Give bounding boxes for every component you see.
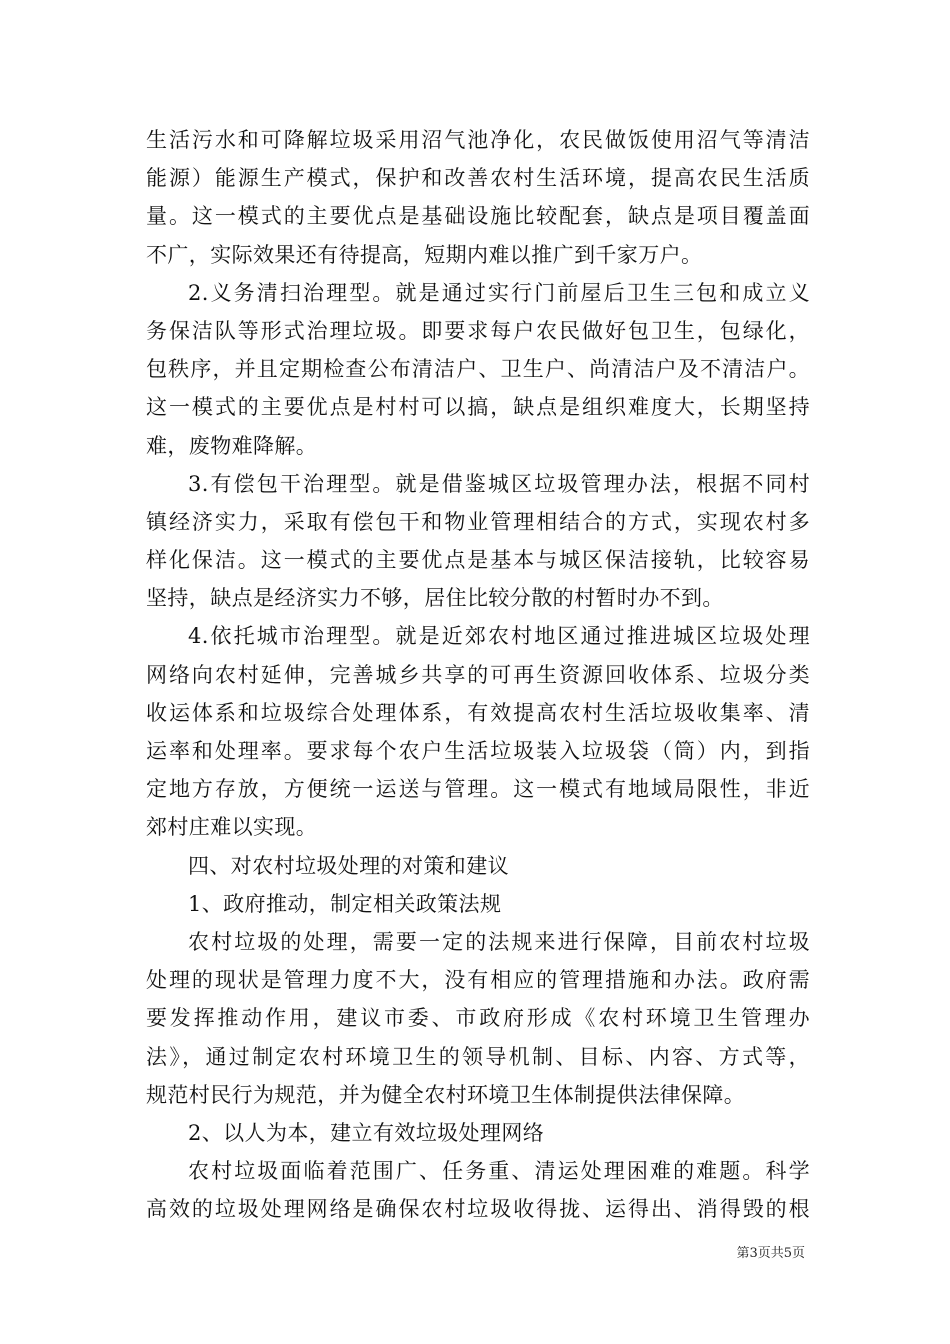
text-line: 这一模式的主要优点是村村可以搞，缺点是组织难度大，长期坚持: [146, 395, 810, 420]
text-line: 定地方存放，方便统一运送与管理。这一模式有地域局限性，非近: [146, 777, 810, 802]
text-line: 1、政府推动，制定相关政策法规: [188, 891, 502, 916]
text-line: 能源）能源生产模式，保护和改善农村生活环境，提高农民生活质: [146, 166, 810, 191]
text-line: 规范村民行为规范，并为健全农村环境卫生体制提供法律保障。: [146, 1082, 746, 1107]
text-line: 不广，实际效果还有待提高，短期内难以推广到千家万户。: [146, 242, 703, 267]
text-line: 要发挥推动作用，建议市委、市政府形成《农村环境卫生管理办: [146, 1006, 810, 1031]
text-line: 法》，通过制定农村环境卫生的领导机制、目标、内容、方式等，: [146, 1044, 810, 1069]
text-line: 镇经济实力，采取有偿包干和物业管理相结合的方式，实现农村多: [146, 509, 810, 534]
text-line: 2、以人为本，建立有效垃圾处理网络: [188, 1120, 545, 1145]
text-line: 2.义务清扫治理型。就是通过实行门前屋后卫生三包和成立义: [188, 280, 810, 305]
document-body: [146, 121, 810, 1228]
text-line: 4.依托城市治理型。就是近郊农村地区通过推进城区垃圾处理: [188, 624, 810, 649]
text-line: 四、对农村垃圾处理的对策和建议: [188, 853, 509, 878]
text-line: 处理的现状是管理力度不大，没有相应的管理措施和办法。政府需: [146, 968, 810, 993]
text-line: 包秩序，并且定期检查公布清洁户、卫生户、尚清洁户及不清洁户。: [146, 357, 810, 382]
text-line: 难，废物难降解。: [146, 433, 318, 458]
text-line: 农村垃圾面临着范围广、任务重、清运处理困难的难题。科学: [188, 1159, 810, 1184]
text-line: 高效的垃圾处理网络是确保农村垃圾收得拢、运得出、消得毁的根: [146, 1197, 810, 1222]
text-line: 农村垃圾的处理，需要一定的法规来进行保障，目前农村垃圾: [188, 929, 810, 954]
text-line: 收运体系和垃圾综合处理体系，有效提高农村生活垃圾收集率、清: [146, 700, 810, 725]
text-line: 生活污水和可降解垃圾采用沼气池净化，农民做饭使用沼气等清洁: [146, 128, 810, 152]
text-line: 运率和处理率。要求每个农户生活垃圾装入垃圾袋（筒）内，到指: [146, 739, 810, 763]
text-line: 网络向农村延伸，完善城乡共享的可再生资源回收体系、垃圾分类: [146, 662, 810, 687]
text-line: 坚持，缺点是经济实力不够，居住比较分散的村暂时办不到。: [146, 586, 724, 611]
text-line: 务保洁队等形式治理垃圾。即要求每户农民做好包卫生，包绿化，: [146, 318, 810, 343]
text-line: 郊村庄难以实现。: [146, 815, 318, 840]
text-line: 量。这一模式的主要优点是基础设施比较配套，缺点是项目覆盖面: [146, 204, 810, 229]
text-line: 样化保洁。这一模式的主要优点是基本与城区保洁接轨，比较容易: [146, 548, 810, 573]
text-line: 3.有偿包干治理型。就是借鉴城区垃圾管理办法，根据不同村: [188, 471, 810, 496]
page-number: 第3页共5页: [736, 1246, 805, 1261]
